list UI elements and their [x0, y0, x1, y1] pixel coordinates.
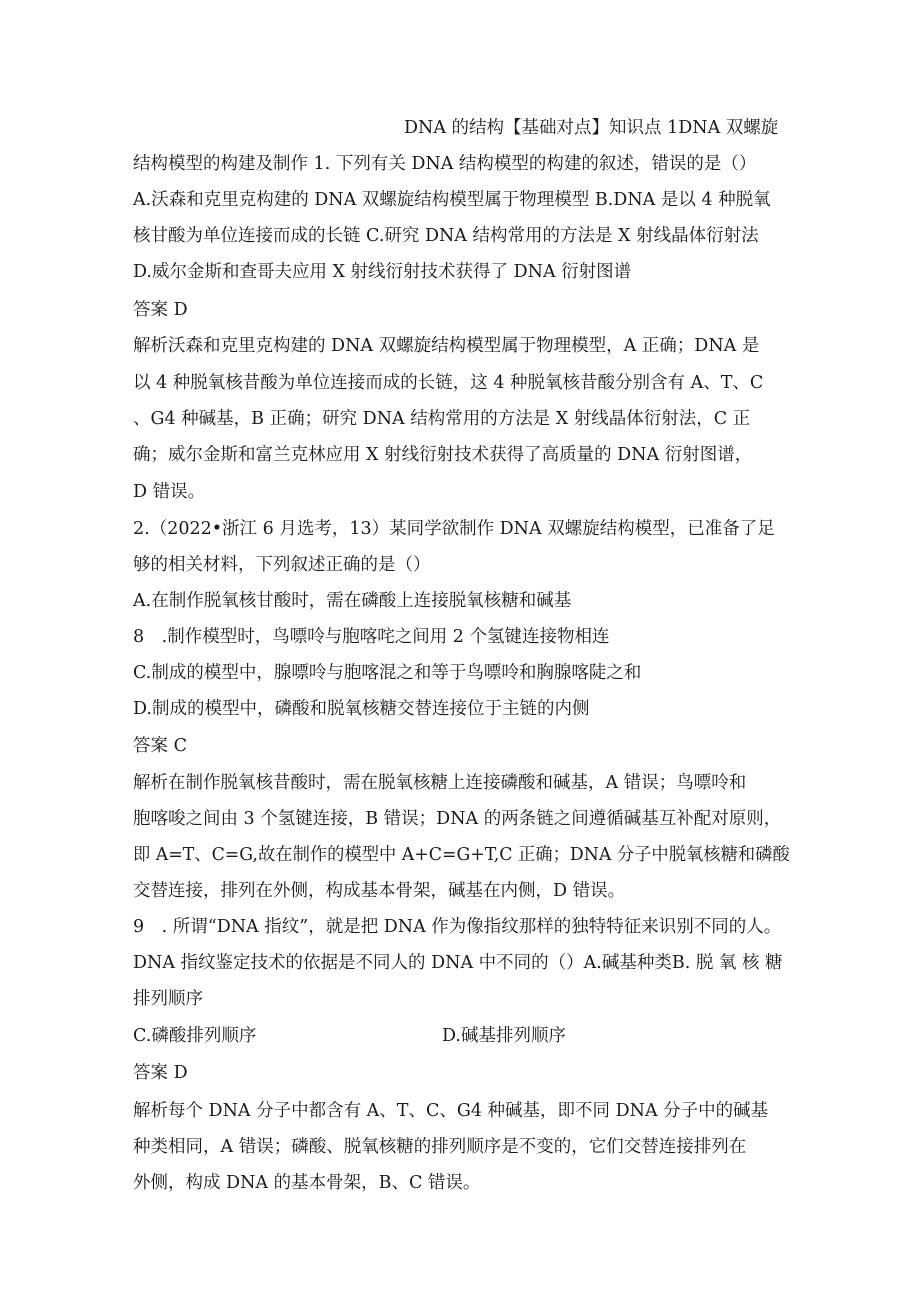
answer-2: 答案 C — [133, 736, 187, 756]
question-1-option-d: D.威尔金斯和查哥夫应用 X 射线衍射技术获得了 DNA 衍射图谱 — [133, 262, 632, 282]
question-2-option-b: 8 .制作模型时，鸟嘌呤与胞喀咤之间用 2 个氢键连接物相连 — [133, 627, 610, 647]
question-3-stem-line-1: 9 . 所谓“DNA 指纹”，就是把 DNA 作为像指纹那样的独特特征来识别不同的人。 — [133, 917, 782, 937]
analysis-3-line-3: 外侧，构成 DNA 的基本骨架，B、C 错误。 — [133, 1173, 481, 1193]
question-2-option-d: D.制成的模型中，磷酸和脱氧核糖交替连接位于主链的内侧 — [133, 699, 590, 719]
analysis-1-line-5: D 错误。 — [133, 482, 206, 502]
analysis-2-line-3: 即 A=T、C=G,故在制作的模型中 A+C=G+T,C 正确；DNA 分子中脱氧核糖和磷酸 — [133, 845, 790, 865]
question-1-option-a: A.沃森和克里克构建的 DNA 双螺旋结构模型属于物理模型 B.DNA 是以 4 种脱氧 — [133, 190, 771, 210]
question-2-option-c: C.制成的模型中，腺嘌呤与胞喀混之和等于鸟嘌呤和胸腺喀陡之和 — [133, 663, 642, 683]
analysis-1-line-2: 以 4 种脱氧核昔酸为单位连接而成的长链，这 4 种脱氧核昔酸分别含有 A、T、C — [133, 373, 764, 393]
question-3-option-c: C.磷酸排列顺序 — [133, 1026, 257, 1046]
analysis-2-line-4: 交替连接，排列在外侧，构成基本骨架，碱基在内侧，D 错误。 — [133, 881, 626, 901]
question-2-stem-line-2: 够的相关材料，下列叙述正确的是（） — [133, 555, 431, 575]
analysis-1-line-4: 确；威尔金斯和富兰克林应用 X 射线衍射技术获得了高质量的 DNA 衍射图谱， — [133, 445, 753, 465]
question-2-option-a: A.在制作脱氧核甘酸时，需在磷酸上连接脱氧核糖和碱基 — [133, 591, 572, 611]
answer-3: 答案 D — [133, 1063, 188, 1083]
question-1-stem: 结构模型的构建及制作 1. 下列有关 DNA 结构模型的构建的叙述，错误的是（） — [133, 154, 757, 174]
analysis-1-line-3: 、G4 种碱基，B 正确；研究 DNA 结构常用的方法是 X 射线晶体衍射法，C 正 — [133, 409, 751, 429]
question-3-stem-line-3: 排列顺序 — [133, 989, 203, 1009]
analysis-2-line-2: 胞喀唆之间由 3 个氢键连接，B 错误；DNA 的两条链之间遵循碱基互补配对原则， — [133, 809, 782, 829]
question-3-stem-line-2: DNA 指纹鉴定技术的依据是不同人的 DNA 中不同的（）A.碱基种类B. 脱 氧 核 糖 — [133, 953, 783, 973]
analysis-3-line-1: 解析每个 DNA 分子中都含有 A、T、C、G4 种碱基，即不同 DNA 分子中的碱基 — [133, 1101, 769, 1121]
question-2-stem-line-1: 2.（2022•浙江 6 月选考，13）某同学欲制作 DNA 双螺旋结构模型，已准备了足 — [133, 519, 775, 539]
analysis-3-line-2: 种类相同，A 错误；磷酸、脱氧核糖的排列顺序是不变的，它们交替连接排列在 — [133, 1137, 747, 1157]
answer-1: 答案 D — [133, 300, 188, 320]
analysis-1-line-1: 解析沃森和克里克构建的 DNA 双螺旋结构模型属于物理模型，A 正确；DNA 是 — [133, 336, 760, 356]
analysis-2-line-1: 解析在制作脱氧核昔酸时，需在脱氧核糖上连接磷酸和碱基，A 错误；鸟嘌呤和 — [133, 773, 747, 793]
question-1-option-b-c: 核甘酸为单位连接而成的长链 C.研究 DNA 结构常用的方法是 X 射线晶体衍射法 — [133, 226, 759, 246]
question-3-option-d: D.碱基排列顺序 — [442, 1026, 566, 1046]
section-title: DNA 的结构【基础对点】知识点 1DNA 双螺旋 — [404, 118, 779, 138]
